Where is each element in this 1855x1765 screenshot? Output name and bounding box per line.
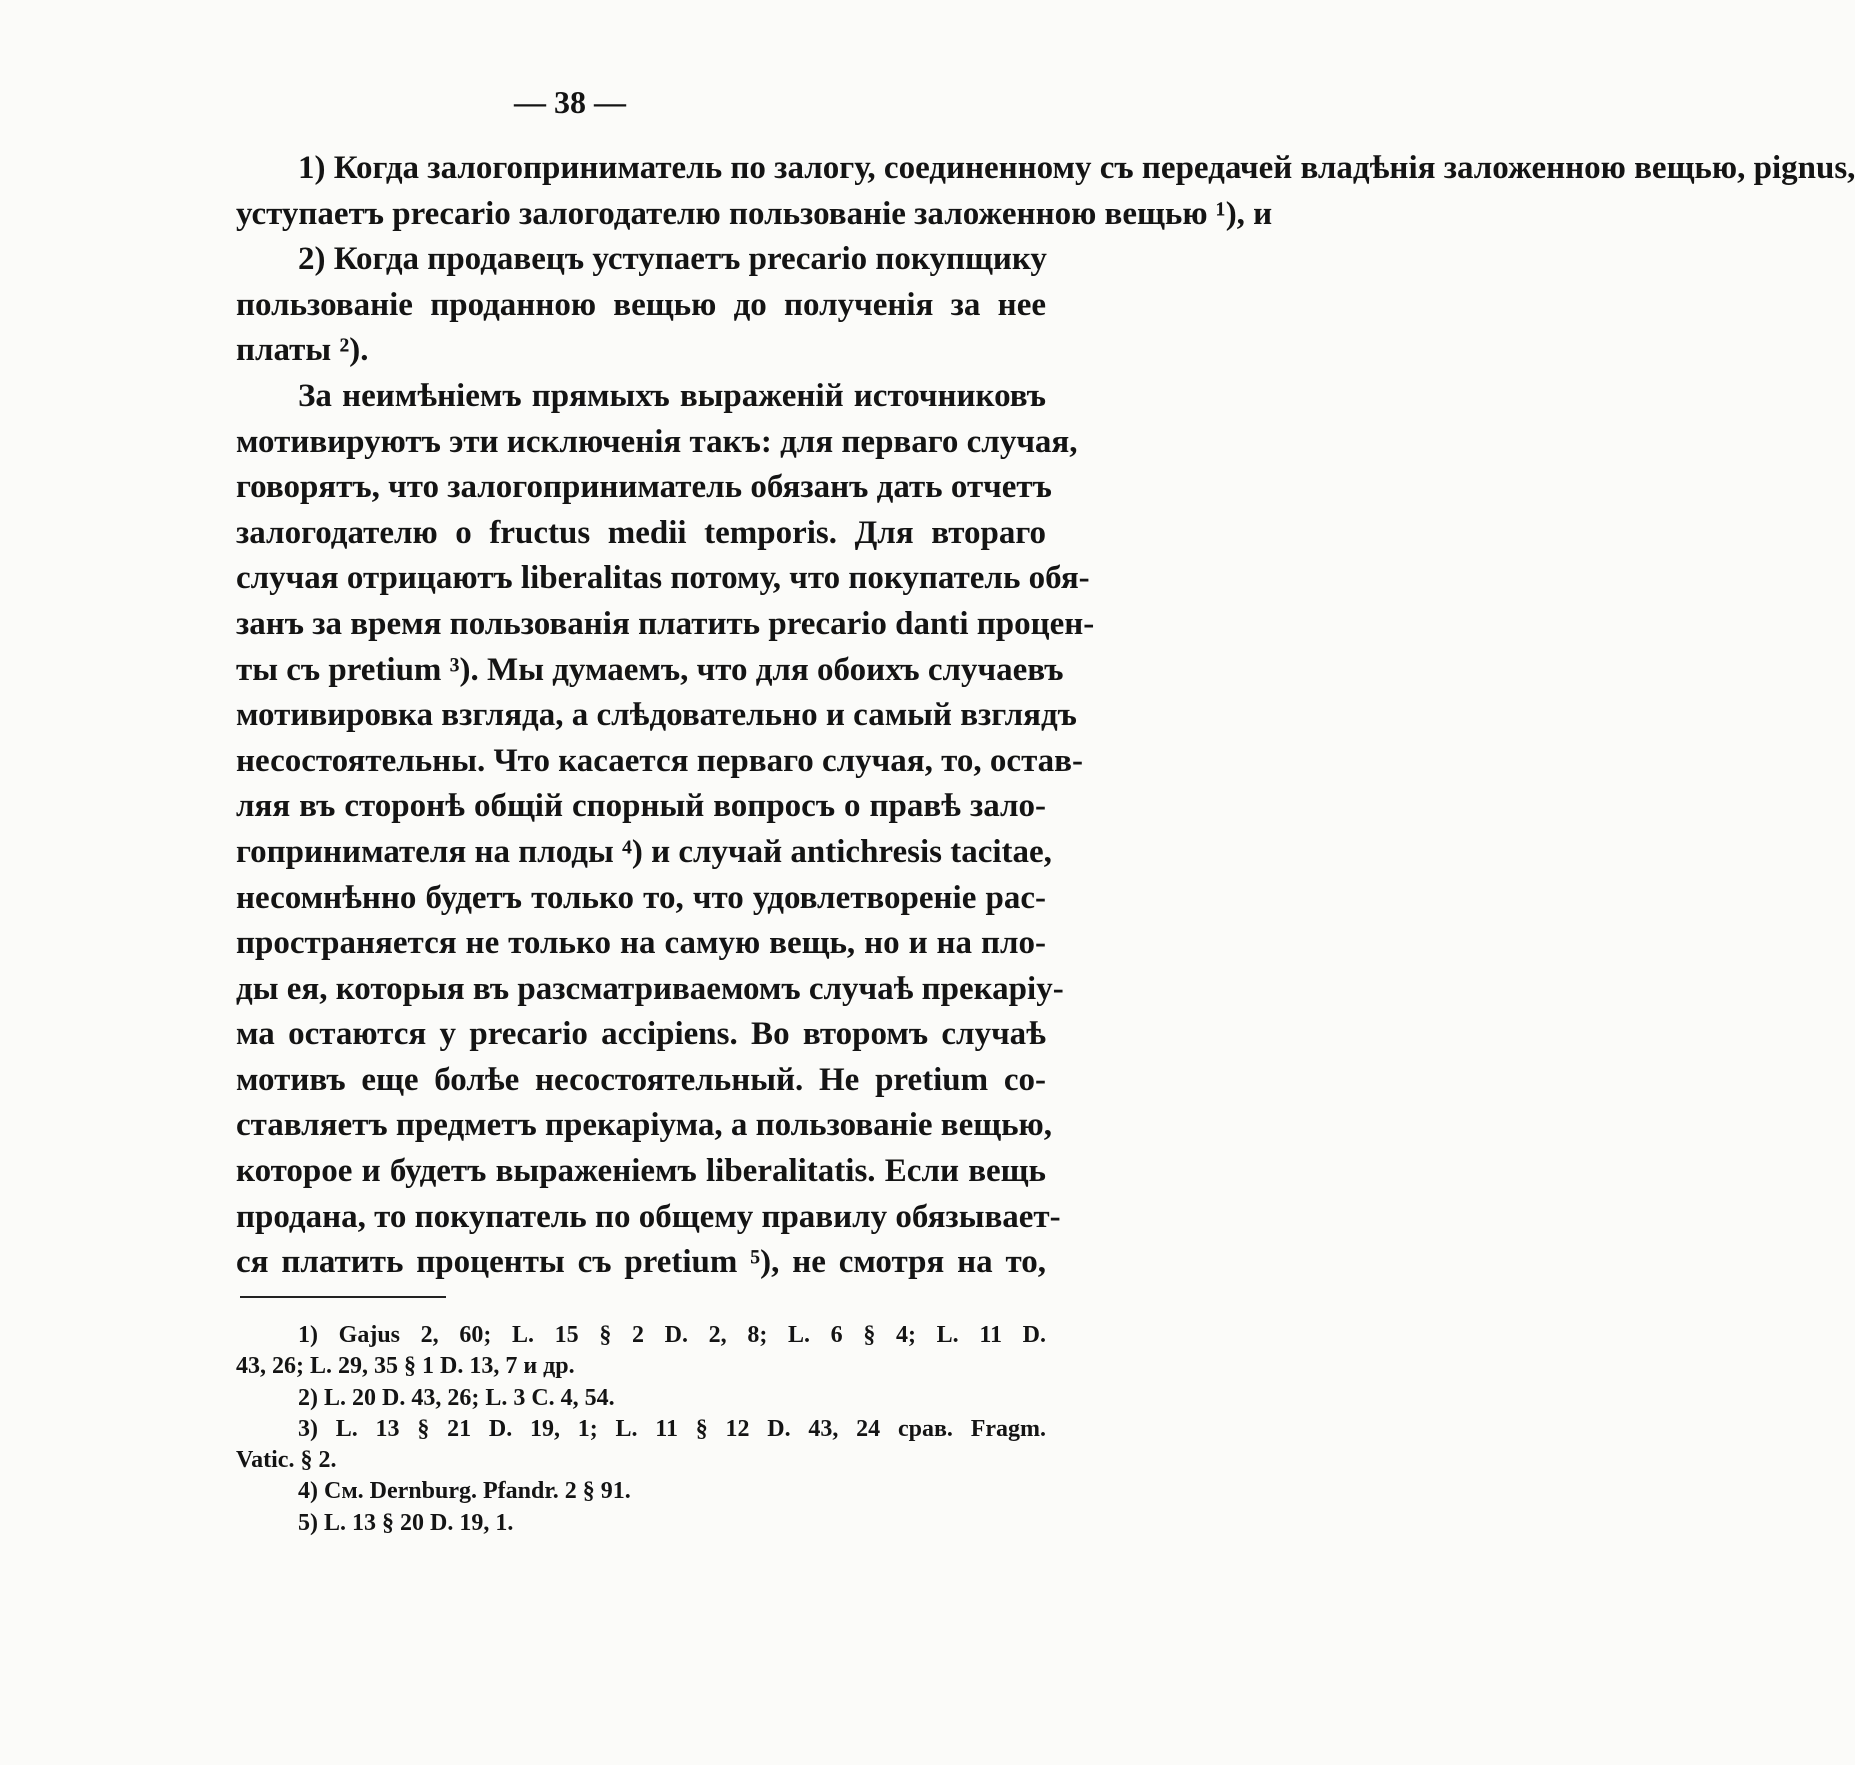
text-line: мотивъ еще болѣе несостоятельный. Не pretium со- [236, 1061, 1046, 1098]
footnote-line: 2) L. 20 D. 43, 26; L. 3 C. 4, 54. [298, 1384, 615, 1411]
body-text [236, 146, 1855, 1286]
text-line: продана, то покупатель по общему правилу обязывает- [236, 1198, 1061, 1235]
text-line: залогодателю о fructus medii temporis. Для втораго [236, 514, 1046, 551]
footnote-divider [240, 1296, 446, 1298]
footnote-line: Vatic. § 2. [236, 1447, 337, 1474]
text-line: мотивировка взгляда, а слѣдовательно и самый взглядъ [236, 697, 1077, 734]
footnote-line: 43, 26; L. 29, 35 § 1 D. 13, 7 и др. [236, 1353, 575, 1380]
page-number: — 38 — [514, 84, 626, 120]
text-line: 1) Когда залогоприниматель по залогу, соединенному съ передачей владѣнія заложенною вещью, pignus, [298, 150, 1855, 186]
text-line: несомнѣнно будетъ только то, что удовлетвореніе рас- [236, 879, 1046, 916]
text-line: говорятъ, что залогоприниматель обязанъ дать отчетъ [236, 469, 1052, 506]
text-line: ставляетъ предметъ прекаріума, а пользованіе вещью, [236, 1107, 1053, 1144]
text-line: ды ея, которыя въ разсматриваемомъ случаѣ прекаріу- [236, 970, 1064, 1007]
text-line: уступаетъ precario залогодателю пользованіе заложенною вещью ¹), и [236, 195, 1273, 232]
footnote-line: 1) Gajus 2, 60; L. 15 § 2 D. 2, 8; L. 6 § 4; L. 11 D. [298, 1322, 1046, 1348]
text-line: случая отрицаютъ liberalitas потому, что покупатель обя- [236, 560, 1090, 597]
footnote-line: 3) L. 13 § 21 D. 19, 1; L. 11 § 12 D. 43, 24 срав. Fragm. [298, 1415, 1046, 1442]
text-line: гопринимателя на плоды ⁴) и случай antichresis tacitae, [236, 833, 1052, 870]
text-line: несостоятельны. Что касается перваго случая, то, остав- [236, 742, 1083, 779]
text-line: ты съ pretium ³). Мы думаемъ, что для обоихъ случаевъ [236, 651, 1064, 688]
text-line: пространяется не только на самую вещь, но и на пло- [236, 925, 1046, 962]
text-line: 2) Когда продавецъ уступаетъ precario покупщику [298, 241, 1047, 278]
text-line: платы ²). [236, 332, 369, 369]
text-line: ся платить проценты съ pretium ⁵), не смотря на то, [236, 1244, 1046, 1281]
footnote-line: 4) См. Dernburg. Pfandr. 2 § 91. [298, 1478, 631, 1505]
footnotes [236, 1320, 1046, 1539]
text-line: которое и будетъ выраженіемъ liberalitatis. Если вещь [236, 1153, 1046, 1190]
text-line: мотивируютъ эти исключенія такъ: для перваго случая, [236, 423, 1078, 460]
footnote-line: 5) L. 13 § 20 D. 19, 1. [298, 1509, 514, 1536]
text-line: За неимѣніемъ прямыхъ выраженій источниковъ [298, 377, 1046, 414]
text-line: пользованіе проданною вещью до полученія за нее [236, 286, 1046, 323]
text-line: ма остаются у precario accipiens. Во второмъ случаѣ [236, 1016, 1046, 1053]
text-line: занъ за время пользованія платить precario danti процен- [236, 605, 1095, 642]
text-line: ляя въ сторонѣ общій спорный вопросъ о правѣ зало- [236, 788, 1046, 825]
